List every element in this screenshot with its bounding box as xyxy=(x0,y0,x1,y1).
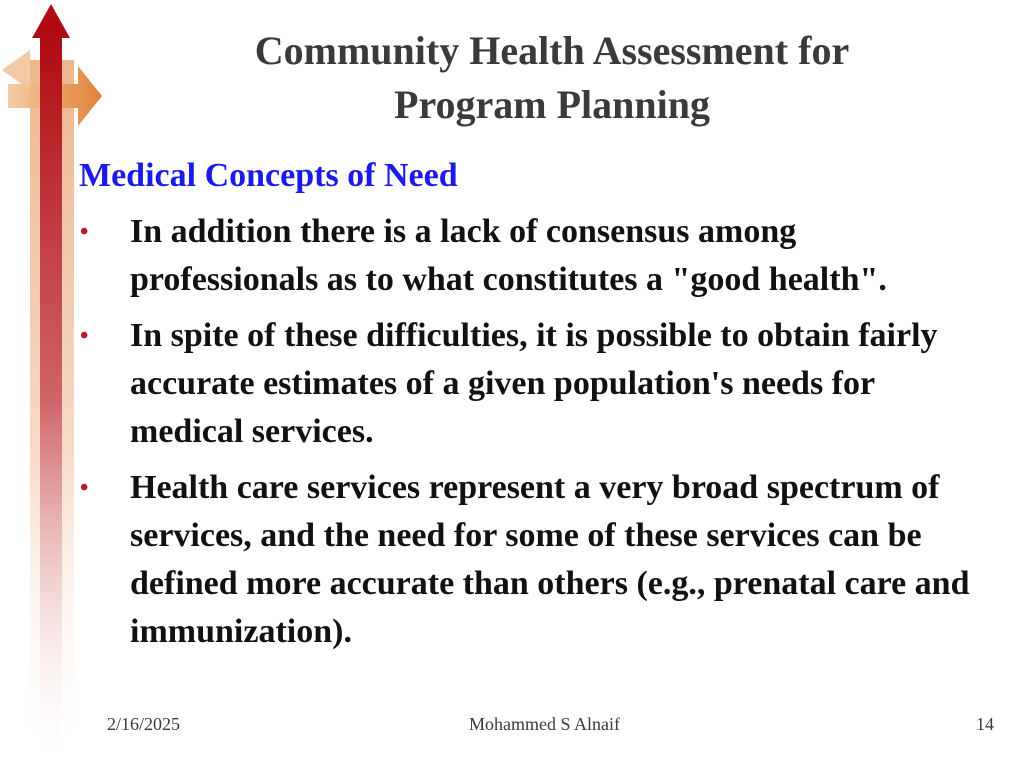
page-number: 14 xyxy=(976,714,994,734)
section-heading: Medical Concepts of Need xyxy=(79,157,458,194)
slide-title xyxy=(160,24,944,132)
bullet-marker-icon: • xyxy=(80,219,89,245)
up-arrow-icon xyxy=(32,4,70,38)
bullet-item xyxy=(78,312,988,456)
footer-author: Mohammed S Alnaif xyxy=(469,714,620,734)
bullet-text: Health care services represent a very broad spectrum of services, and the need for some of these services can be defined more accurate than others (e.g., prenatal care and immunization). xyxy=(130,469,970,650)
title-line-2: Program Planning xyxy=(394,82,710,127)
bullet-marker-icon: • xyxy=(80,323,89,349)
red-shaft xyxy=(40,34,62,768)
footer-date: 2/16/2025 xyxy=(107,714,181,734)
bullet-text: In spite of these difficulties, it is possible to obtain fairly accurate estimates of a given population's needs for medical services. xyxy=(130,317,938,450)
bullet-item xyxy=(78,464,988,656)
bullet-text: In addition there is a lack of consensus among professionals as to what constitutes a "good health". xyxy=(130,213,887,298)
title-line-1: Community Health Assessment for xyxy=(254,28,850,73)
bullet-item xyxy=(78,208,988,304)
bullet-list xyxy=(78,208,988,664)
bullet-marker-icon: • xyxy=(80,475,89,501)
